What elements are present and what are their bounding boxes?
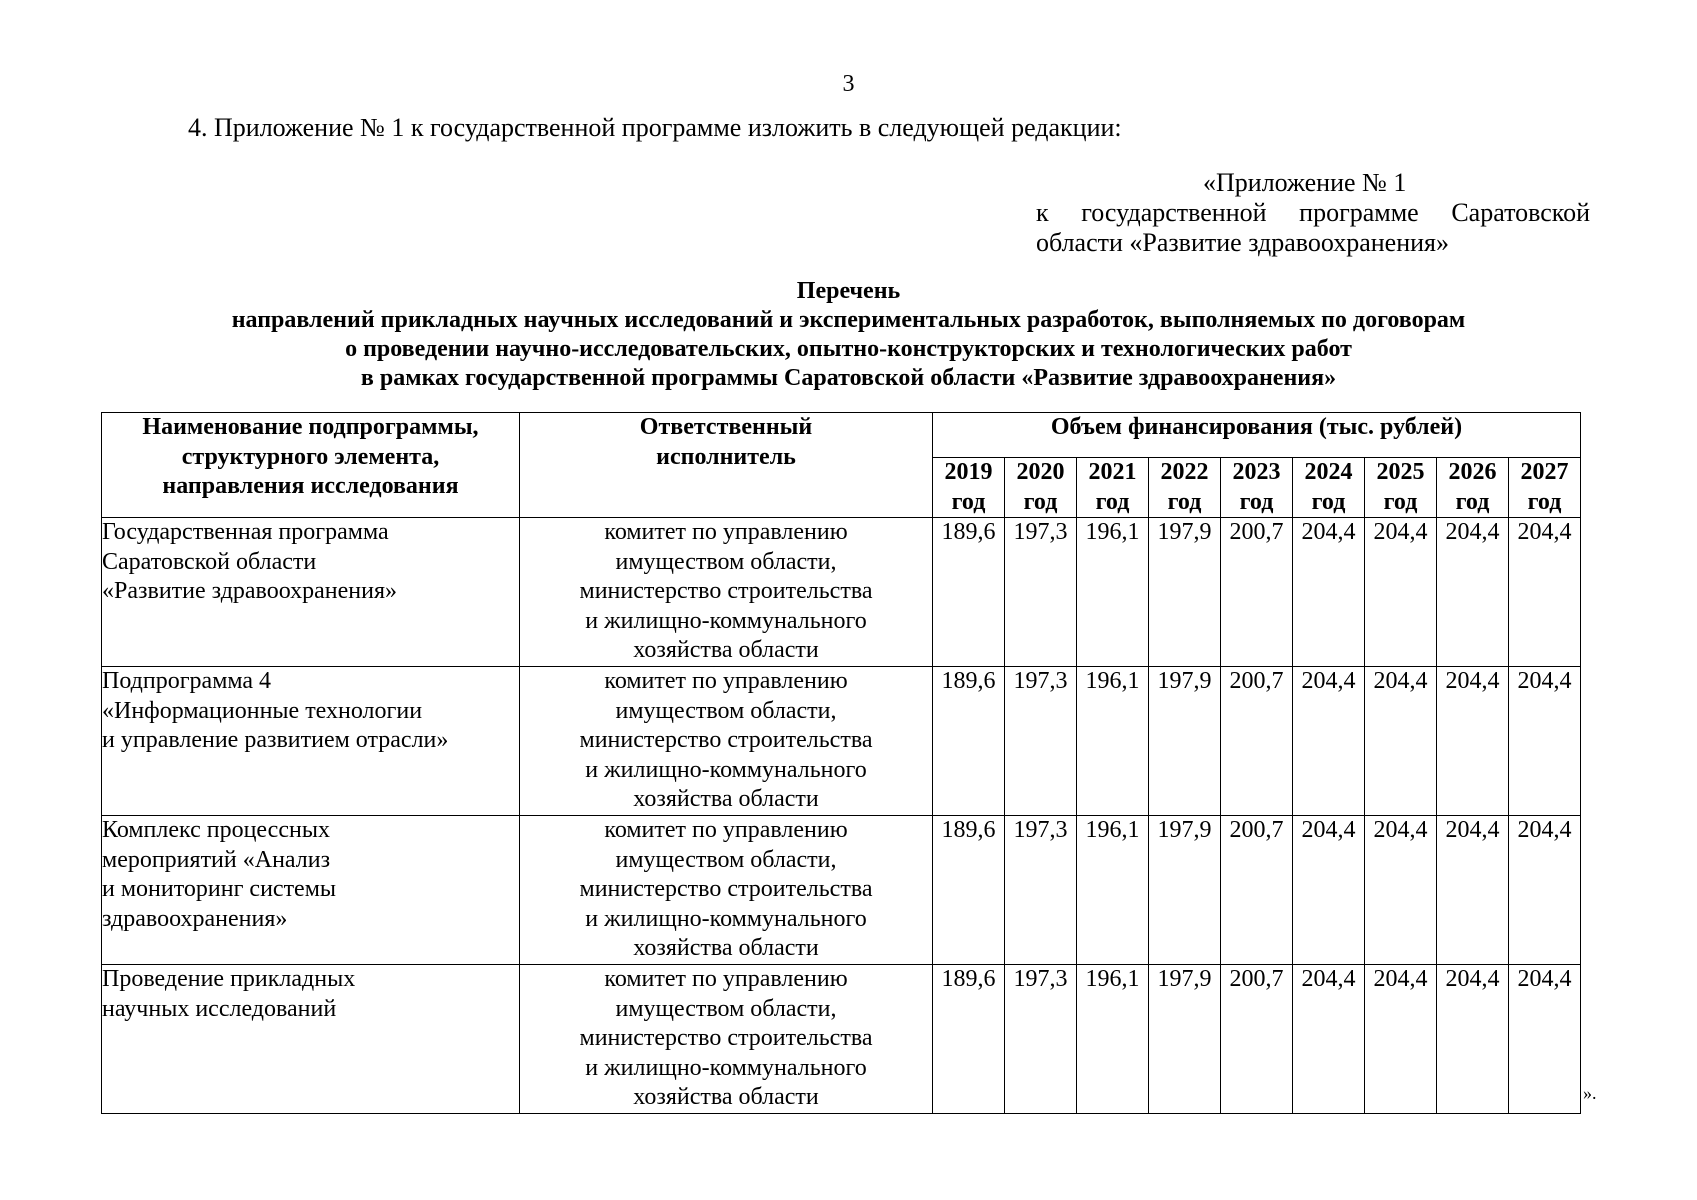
header-year-2026: 2026 год [1437,458,1509,518]
funding-value-2019: 189,6 [933,965,1005,1114]
funding-value-2020: 197,3 [1005,965,1077,1114]
funding-value-2024: 204,4 [1293,667,1365,816]
page-number: 3 [842,71,855,97]
header-year-2022: 2022 год [1149,458,1221,518]
funding-value-2023: 200,7 [1221,667,1293,816]
row-name-cell: Комплекс процессных мероприятий «Анализ и мониторинг системы здравоохранения» [102,816,520,965]
header-year-2020: 2020 год [1005,458,1077,518]
table-row [102,667,1581,816]
funding-value-2025: 204,4 [1365,518,1437,667]
document-title [96,277,1601,393]
funding-value-2027: 204,4 [1509,816,1581,965]
funding-value-2025: 204,4 [1365,816,1437,965]
row-executor-cell: комитет по управлению имуществом области, министерство строительства и жилищно-коммунального хозяйства области [520,816,933,965]
row-executor-cell: комитет по управлению имуществом области, министерство строительства и жилищно-коммунального хозяйства области [520,518,933,667]
funding-value-2019: 189,6 [933,667,1005,816]
header-year-2025: 2025 год [1365,458,1437,518]
table-row [102,518,1581,667]
document-title-line: направлений прикладных научных исследований и экспериментальных разработок, выполняемых по договорам [231,307,1466,333]
appendix-caption [1036,168,1590,258]
appendix-caption-line: «Приложение № 1 [1203,168,1407,197]
funding-value-2027: 204,4 [1509,965,1581,1114]
row-name-cell: Подпрограмма 4 «Информационные технологии и управление развитием отрасли» [102,667,520,816]
row-name-cell: Государственная программа Саратовской области «Развитие здравоохранения» [102,518,520,667]
document-title-line: о проведении научно-исследовательских, опытно-конструкторских и технологических работ [345,336,1352,362]
funding-value-2021: 196,1 [1077,816,1149,965]
table-body [102,518,1581,1114]
header-year-2023: 2023 год [1221,458,1293,518]
funding-value-2023: 200,7 [1221,965,1293,1114]
appendix-caption-line: к государственной программе Саратовской [1036,198,1590,227]
funding-value-2024: 204,4 [1293,816,1365,965]
funding-value-2024: 204,4 [1293,965,1365,1114]
header-year-2024: 2024 год [1293,458,1365,518]
funding-value-2020: 197,3 [1005,518,1077,667]
funding-value-2019: 189,6 [933,816,1005,965]
research-directions-table [101,412,1581,1114]
header-name-column: Наименование подпрограммы, структурного элемента, направления исследования [102,413,520,518]
header-funding: Объем финансирования (тыс. рублей) [933,413,1581,458]
funding-value-2025: 204,4 [1365,667,1437,816]
row-name-cell: Проведение прикладных научных исследований [102,965,520,1114]
intro-paragraph: 4. Приложение № 1 к государственной программе изложить в следующей редакции: [188,113,1122,142]
table-row [102,816,1581,965]
funding-value-2026: 204,4 [1437,667,1509,816]
funding-value-2021: 196,1 [1077,965,1149,1114]
funding-value-2027: 204,4 [1509,518,1581,667]
funding-value-2023: 200,7 [1221,518,1293,667]
funding-value-2027: 204,4 [1509,667,1581,816]
funding-value-2021: 196,1 [1077,667,1149,816]
funding-value-2022: 197,9 [1149,965,1221,1114]
header-year-2021: 2021 год [1077,458,1149,518]
funding-value-2020: 197,3 [1005,667,1077,816]
funding-value-2026: 204,4 [1437,965,1509,1114]
funding-value-2026: 204,4 [1437,816,1509,965]
funding-value-2023: 200,7 [1221,816,1293,965]
row-executor-cell: комитет по управлению имуществом области, министерство строительства и жилищно-коммунального хозяйства области [520,667,933,816]
document-title-line: Перечень [796,278,901,304]
funding-value-2025: 204,4 [1365,965,1437,1114]
appendix-caption-line: области «Развитие здравоохранения» [1036,228,1449,257]
funding-value-2022: 197,9 [1149,518,1221,667]
funding-value-2024: 204,4 [1293,518,1365,667]
header-year-2019: 2019 год [933,458,1005,518]
closing-quote-mark: ». [1583,1083,1597,1103]
funding-value-2019: 189,6 [933,518,1005,667]
header-executor-column: Ответственный исполнитель [520,413,933,518]
funding-value-2020: 197,3 [1005,816,1077,965]
header-year-2027: 2027 год [1509,458,1581,518]
document-title-line: в рамках государственной программы Саратовской области «Развитие здравоохранения» [360,365,1337,391]
row-executor-cell: комитет по управлению имуществом области, министерство строительства и жилищно-коммунального хозяйства области [520,965,933,1114]
funding-value-2022: 197,9 [1149,667,1221,816]
funding-value-2026: 204,4 [1437,518,1509,667]
table-row [102,965,1581,1114]
funding-value-2021: 196,1 [1077,518,1149,667]
funding-value-2022: 197,9 [1149,816,1221,965]
